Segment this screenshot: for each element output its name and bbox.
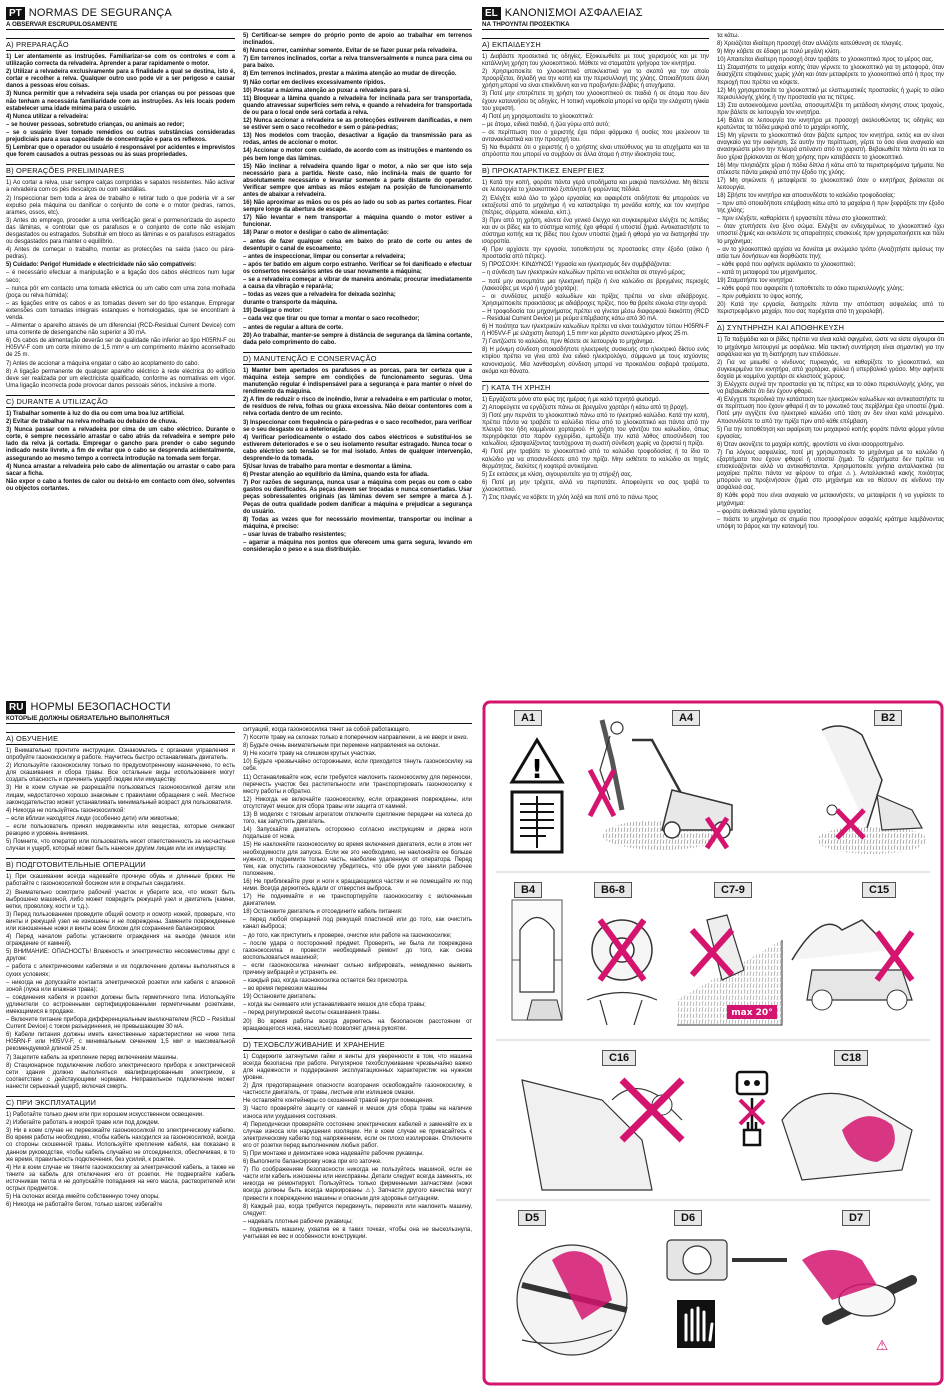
instruction-paragraph: 16) Не приближайте руки и ноги к вращающимся частям и не помещайте их под ними. Всегда держитесь вдали от отверстия выброса.	[243, 878, 472, 892]
instruction-paragraph: 17) Μη σηκώνετε ή μεταφέρετε το χλοοκοπτικό όταν ο κινητήρας βρίσκεται σε λειτουργία.	[717, 177, 944, 191]
instruction-paragraph: 5)Usar luvas de trabalho para montar e desmontar a lâmina.	[243, 464, 412, 471]
instruction-paragraph: 1) При скашивании всегда надевайте прочную обувь и длинные брюки. Не работайте с газонокосилкой босиком или в открытых сандалиях.	[6, 874, 235, 888]
instruction-paragraph: 9) Не косите траву на слишком крутых участках.	[243, 751, 377, 758]
instruction-paragraph: 7) Зацепите кабель за крепление перед включением машины.	[6, 1054, 179, 1061]
section-heading: D) MANUTENÇÃO E CONSERVAÇÃO	[243, 352, 472, 365]
el-column-1	[482, 33, 709, 532]
instruction-paragraph: 16) Não aproximar as mãos ou os pés ao lado ou sob as partes cortantes. Ficar sempre longe da abertura de escape.	[243, 200, 472, 214]
instruction-paragraph: – nunca pôr em contacto uma tomada eléctrica ou um cabo com uma zona molhada (poça ou relva húmida);	[6, 285, 235, 299]
instruction-paragraph: – όταν χτυπήσετε ένα ξένο σώμα. Ελέγξτε αν ενδεχομένως το χλοοκοπτικό έχει υποστεί ζημιές και εκτελέστε τις απαραίτητες επισκευές πριν χρησιμοποιήσετε και πάλι το μηχάνημα;	[717, 224, 944, 245]
instruction-paragraph: 1) Ler atentamente as instruções. Familiarizar-se com os controles e com a utilização correcta da relvadeira. Aprender a parar rapidamente o motor.	[6, 54, 235, 68]
instruction-paragraph: 3) Перед пользованием проведите общий осмотр и осмотр ножей, проверьте, что винты и режущий узел не изношены и не повреждены. Замените поврежденные или изношенные ножи и винты всем блоком для сохранения балансировки.	[6, 911, 235, 932]
instruction-paragraph: – κατά τη μεταφορά του μηχανήματος.	[717, 269, 818, 276]
figure-label-c16: C16	[602, 1050, 636, 1066]
instruction-paragraph: – se o usuário tiver tomado remédios ou outras substâncias consideradas prejudiciais para a sua capacidade de concentração e para os reflexos.	[6, 129, 235, 144]
instruction-paragraph: – é necessário efectuar a manipulação e a ligação dos cabos eléctricos num lugar seco;	[6, 270, 235, 284]
instruction-paragraph: 4) Ни в коем случае не тяните газонокосилку за электрический кабель, а также не тяните за кабель для отключения его от розетки. Не подвергайте кабель источникам тепла и не допускайте попадания на него масла, растворителей или острых предметов.	[6, 1164, 235, 1192]
instruction-paragraph: 1) Εργάζεστε μόνο στο φώς της ημέρας ή με καλό τεχνητό φωτισμό.	[482, 396, 661, 403]
instruction-paragraph: 6) Ποτέ μη μην τρέχετε, αλλά να περπατάτε. Αποφεύγετε να σας τραβά το χλοοκοπτικό.	[482, 479, 709, 493]
figure-label-b4: B4	[514, 882, 542, 898]
instruction-paragraph: 3) Часто проверяйте защиту от камней и мешок для сбора травы на наличие износа или ухудшения состояния.	[243, 1106, 472, 1120]
instruction-paragraph: 8) Η μόνιμη σύνδεση οποιασδήποτε ηλεκτρικής συσκευής στο ηλεκτρικό δίκτυο ενός κτιρίου πρέπει να γίνει από ένα ειδικό ηλεκτρολόγο, σύμφωνα με τους ισχύοντες κανονισμούς. Μία λανθασμένη σύνδεση μπορεί να προκαλέσει σοβαρά τραύματα, ακόμα και θάνατο.	[482, 347, 709, 375]
instruction-paragraph: 2) Внимательно осмотрите рабочий участок и уберите все, что может быть выброшено машиной, либо может повредить режущий узел и двигатель (камни, ветки, проволоку, кости и т.д.).	[6, 889, 235, 910]
instruction-paragraph: 20) Ao trabalhar, manter-se sempre à distância de segurança da lâmina cortante, dada pelo comprimento do cabo.	[243, 332, 472, 346]
instruction-paragraph: 1) Работайте только днем или при хорошем искусственном освещении.	[6, 1112, 204, 1119]
ru-column-2	[243, 727, 472, 1242]
instruction-paragraph: – если газонокосилка начинает сильно вибрировать, немедленно выявить причину вибраций и устранить ее.	[243, 962, 472, 976]
figure-a1	[502, 720, 572, 860]
instruction-paragraph: – agarrar a máquina nos pontos que oferecem uma garra segura, levando em consideração o peso e a sua distribuição.	[243, 540, 472, 554]
instruction-paragraph: 5) Σε εκτάσεις με κλίση, σιγουρευτείτε για τη στήριξή σας.	[482, 471, 633, 478]
instruction-paragraph: 5) ВНИМАНИЕ: ОПАСНОСТЬ! Влажность и электричество несовместимы друг с другом:	[6, 949, 235, 963]
instruction-paragraph: 6) Όταν ακονίζετε το μαχαίρι κοπής, φροντίστε να είναι ισοορροπημένο.	[717, 441, 905, 448]
instruction-paragraph: 17) Не поднимайте и не транспортируйте газонокосилку с включенным двигателем.	[243, 894, 472, 908]
instruction-paragraph: – se houver pessoas, sobretudo crianças, ou animais ao redor;	[6, 121, 185, 128]
instruction-paragraph: 3) Nunca passar com a relvadeira por cima de um cabo eléctrico. Durante o corte, é sempre necessário arrastar o cabo atrás da relvadeira e sempre pelo lado da relva já cortada. Empregar o gancho para prender o cabo segundo indicado neste livrete, a fim de evitar que o cabo se desprenda acidentalmente, assegurando ao mesmo tempo a correcta introdução na tomada sem forçar.	[6, 427, 235, 462]
instruction-paragraph: 14) Βάλτε σε λειτουργία τον κινητήρα με προσοχή ακολουθώντας τις οδηγίες και κρατώντας τα πόδια μακριά από το μαχαίρι κοπής.	[717, 118, 944, 132]
instruction-paragraph: 20) Во время работы всегда держитесь на безопасном расстоянии от вращающегося ножа, насколько позволяет длина рукоятки.	[243, 1018, 472, 1032]
ru-subtitle: КОТОРЫЕ ДОЛЖНЫ ОБЯЗАТЕЛЬНО ВЫПОЛНЯТЬСЯ	[6, 715, 472, 724]
figure-label-c15: C15	[862, 882, 896, 898]
instruction-paragraph: 7) Γαντζώστε το καλώδιο, πριν θέσετε σε λειτουργία το μηχάνημα.	[482, 339, 655, 346]
figure-label-c18: C18	[834, 1050, 868, 1066]
instruction-paragraph: 17) Não levantar e nem transportar a máquina quando o motor estiver a funcionar.	[243, 215, 472, 229]
instruction-paragraph: – после удара о посторонний предмет. Проверить, не была ли повреждена газонокосилка и провести необходимый ремонт до того, как снова воспользоваться машиной;	[243, 940, 472, 961]
el-safety-section	[482, 6, 944, 691]
instruction-paragraph: 2) Για να μειωθεί ο κίνδυνος πυρκαγιάς, να καθαρίζετε το χλοοκοπτικό, και συγκεκριμένα τον κινητήρα, από χορτάρια, φύλλα ή υπερβολικό γράσο. Μην αφήνετε δοχεία με κομμένο χορτάρι σε κλειστούς χώρους.	[717, 359, 944, 380]
ru-column-1	[6, 727, 235, 1242]
instruction-paragraph: 19) Desligar o motor:	[243, 308, 303, 315]
instruction-paragraph: 9) Não cortar em declives excessivamente rípidos.	[243, 79, 386, 86]
instruction-paragraph: 1) Ao cortar a relva, usar sempre calças compridas e sapatos resistentes. Não activar a relvadeira com os pés descalços ou com sandálias.	[6, 180, 235, 194]
instruction-paragraph: 6) Выполните балансировку ножа при его заточке.	[243, 1159, 382, 1166]
instruction-paragraph: 2) Inspeccionar bem toda a área de trabalho e retirar tudo o que poderia vir a ser expulso pela máquina ou danificar o conjunto de corte e o motor (pedras, ramos, arames, ossos, etc).	[6, 195, 235, 216]
instruction-paragraph: 18) Σβήστε τον κινητήρα και αποσυνδέστε το καλώδιο τροφοδοσίας:	[717, 192, 896, 199]
instruction-paragraph: 5) Lembrar que o operador ou usuário é responsável por acidentes e imprevistos que forem causados a outras pessoas ou às suas propriedades.	[6, 145, 235, 159]
figure-label-a1: A1	[514, 710, 542, 726]
instruction-paragraph: – πριν ρυθμίσετε το ύψος κοπής.	[717, 294, 804, 301]
pt-title: NORMAS DE SEGURANÇA	[28, 7, 172, 19]
instruction-paragraph: – перед любой операцией под режущей пластиной или до того, как очистить канал выброса;	[243, 917, 472, 931]
instruction-paragraph: – перед регулировкой высоты скашивания травы.	[243, 1010, 381, 1017]
instruction-paragraph: 11) Bloquear a lâmina quando a relvadeira for inclinada para ser transportada, quando atravessar superfícies sem relva, e quando a relvadeira for transportada de ou para o local onde será cortada a relva.	[243, 95, 472, 116]
figure-label-b2: B2	[874, 710, 902, 726]
instruction-paragraph: 7) Για λόγους ασφαλείας, ποτέ μη χρησιμοποιείτε το μηχάνημα με το καλώδιο ή εξαρτήματα που έχουν φθαρεί ή υποστεί ζημιά. Τα εξαρτήματα δεν πρέπει να επισκευάζονται αλλά να αντικαθίστανται. Χρησιμοποιείτε γνήσια ανταλλακτικά (τα μαχαίρια πρέπει πάντα να φέρουν το σήμα ⚠). Ανταλλακτικά κακής ποιότητας μπορούν να προξενήσουν ζημιά στο μηχάνημα και να θέσουν σε κίνδυνο την ασφάλειά σας.	[717, 449, 944, 492]
instruction-paragraph: 5) Помните, что оператор или пользователь несет ответственность за несчастные случаи и ущерб, который может быть нанесен другим лицам или их имуществу.	[6, 839, 235, 853]
slope-limit-label: max 20°	[731, 1008, 773, 1018]
instruction-paragraph: 14) Accionar o motor com cuidado, de acordo com as instruções e mantendo os pés bem longe das lâminas.	[243, 148, 472, 162]
instruction-paragraph: – надевать плотные рабочие рукавицы;	[243, 1218, 353, 1225]
instruction-paragraph: 4) Antes de começar o trabalho, montar as protecções na saída (saco ou pára-pedras).	[6, 247, 235, 261]
el-language-tag: EL	[482, 7, 501, 20]
instruction-paragraph: Não expor o cabo a fontes de calor ou deixá-lo em contacto com óleo, solventes ou objectos cortantes.	[6, 478, 235, 492]
instruction-paragraph: – todas as vezes que a relvadeira for deixada sozinha;	[243, 292, 396, 299]
instruction-paragraph: – когда вы снимаете или устанавливаете мешок для сбора травы;	[243, 1002, 426, 1009]
instruction-paragraph: – η σύνδεση των ηλεκτρικών καλωδίων πρέπει να εκτελείται σε στεγνό μέρος;	[482, 270, 686, 277]
figure-label-d5: D5	[518, 1210, 546, 1226]
instruction-paragraph: 2) Ελέγξτε καλά όλο το χώρο εργασίας και αφαιρέστε οτιδήποτε θα μπορούσε να εκτοξευτεί από το μηχάνημα ή να καταστρέψει τη μονάδα κοπής και τον κινητήρα (πέτρες, σύρματα, κόκκαλα, κλπ.).	[482, 195, 709, 216]
instruction-paragraph: – cada vez que tirar ou que tornar a montar o saco recolhedor;	[243, 316, 420, 323]
instruction-paragraph: – поднимать машину, ухватив ее в таких точках, чтобы она не выскользнула, учитывая ее вес и особенности конструкции.	[243, 1226, 472, 1240]
instruction-paragraph: 3) Ποτέ μην επιτρέπετε τη χρήση του χλοοκοπτικού σε παιδιά ή σε άτομα που δεν έχουν κατανοήσει τις οδηγίες. Η τοπική νομοθεσία μπορεί να ορίζει την ελάχιστη ηλικία του χειριστή.	[482, 91, 709, 112]
instruction-paragraph: 7) По соображениям безопасности никогда не пользуйтесь машиной, если ее части или кабель изношены или неисправны. Детали следует всегда заменять, их никогда не ремонтируют. Пользуйтесь только фирменными запчастями (ножи всегда должны быть всегда маркированы ⚠). Запчасти другого качества могут привести к повреждению машины и опасным для здоровья ситуациям.	[243, 1167, 472, 1202]
instruction-paragraph: – πριν ελέγξετε, καθαρίσετε ή εργαστείτε πάνω στο χλοοκοπτικό;	[717, 216, 887, 223]
instruction-paragraph: 3) Inspeccionar com frequência o pára-pedras e o saco recolhedor, para verificar se o seu desgaste ou a deterioração.	[243, 419, 472, 433]
instruction-paragraph: 2) Utilizar a relvadeira exclusivamente para a finalidade a qual se destina, isto é, cortar e recolher a relva. Qualquer outro uso pode vir a ser perigoso e causar danos a pessoas e/ou coisas.	[6, 69, 235, 90]
instruction-paragraph: 4) Никогда не пользуйтесь газонокосилкой:	[6, 807, 126, 814]
svg-text:!: !	[531, 755, 543, 785]
instruction-paragraph: 4) Периодически проверяйте состояние электрических кабелей и заменяйте их в случае износа или нарушения изоляции. Ни в коем случае не прикасайтесь к электрическому кабелю под напряжением, если он плохо изолирован. Отключите его от розетки перед выполнением любых работ.	[243, 1121, 472, 1149]
instruction-paragraph: 8) Em terrenos inclinados, prestar a máxima atenção ao mudar de direcção.	[243, 71, 457, 78]
socket-icon	[737, 1072, 767, 1094]
instruction-paragraph: 6) Кабели питания должны иметь качественные характеристики не ниже типа H05RN-F или H05VV-F, с минимальным сечением 1,5 мм² и максимальной рекомендуемой длиной 25 м.	[6, 1032, 235, 1053]
instruction-paragraph: 4) Πριν αρχίσετε την εργασία, τοποθετήστε τις προστασίες στην έξοδο (σάκο ή προστασία από πέτρες).	[482, 247, 709, 261]
pt-subtitle: A OBSERVAR ESCRUPULOSAMENTE	[6, 21, 472, 30]
instruction-paragraph: 3) Πριν από τη χρήση, κάνετε ένα γενικό έλεγχο και συγκεκριμένα ελέγξτε τις λεπίδες και αν οι βίδες και το σύστημα κοπής έχει φθαρεί ή υποστεί ζημιά. Αντικαταστήστε το σύστημα κοπής και τις βίδες που έχουν υποστεί ζημιά ή φθορά για να διατηρηθεί την ισορροπία.	[482, 217, 709, 246]
instruction-paragraph: – Alimentar o aparelho através de um diferencial (RCD-Residual Current Device) com uma corrente de desenganche não superior a 30 mA.	[6, 323, 235, 337]
pt-title-row	[6, 6, 472, 20]
instruction-paragraph: 11) Останавливайте нож, если требуется наклонить газонокосилку для переноски, перечесть участок без растительности или транспортировать газонокосилку к месту работы и обратно.	[243, 774, 472, 795]
instruction-paragraph: 15) Не наклоняйте газонокосилку во время включения двигателя, если в этом нет необходимости для запуска. Если же это необходимо, не наклоняйте ее больше нужного, и поднимите только часть, наиболее удаленную от оператора. Перед тем, как опустить газонокосилку убедитесь, что обе руки уже заняли рабочее положение.	[243, 842, 472, 877]
instruction-paragraph: τα κάτω.	[717, 33, 740, 39]
section-heading: Γ) ΚΑΤΑ ΤΗ ΧΡΗΣΗ	[482, 381, 709, 394]
pt-language-tag: PT	[6, 7, 25, 20]
pt-column-2	[243, 33, 472, 555]
instruction-paragraph: 1) Τα παξιμάδια και οι βίδες πρέπει να είναι καλά σφιγμένα, ώστε να είστε σίγουροι ότι το μηχάνημα λειτουργεί με ασφάλεια. Μία τακτική συντήρηση είναι σημαντική για την ασφάλεια και για τη διατήρηση των επιδόσεων.	[717, 337, 944, 358]
instruction-paragraph: 4) Ποτέ μην τραβάτε το χλοοκοπτικό από το καλώδιο τροφοδοσίας ή το ίδιο το καλώδιο για να αποσυνδέσετε από την πρίζα. Μην εκθέτετε το καλώδιο σε πηγές θερμότητας, διαλύτες ή κοφτερά αντικείμενα.	[482, 449, 709, 470]
instruction-paragraph: 4) Nunca utilizar a relvadeira:	[6, 113, 89, 120]
instruction-paragraph: 19) Σταματήστε τον κινητήρα:	[717, 278, 794, 284]
instruction-paragraph: – αν το χλοοκοπτικό αρχίσει να δονείται με ανώμαλο τρόπο (Αναζητήστε αμέσως την αιτία των δονήσεων και διορθώστε την);	[717, 246, 944, 260]
instruction-paragraph: 13) В моделях с тяговым агрегатом отключите сцепление передачи на колеса до того, как запустить двигатель.	[243, 812, 472, 826]
instruction-paragraph: – antes de regular a altura de corte.	[243, 324, 343, 331]
instruction-paragraph: – usar luvas de trabalho resistentes;	[243, 531, 346, 538]
instruction-paragraph: 10) Απαιτείται ιδιαίτερη προσοχή όταν τραβάτε το χλοοκοπτικό προς το μέρος σας.	[717, 57, 934, 64]
instruction-paragraph: 7) Косите траву на склонах только в поперечном направлении, а не вверх и вниз.	[243, 735, 469, 742]
instruction-paragraph: 4) Verificar periodicamente o estado dos cabos eléctricos e substituí-los se estiverem deteriorados e se o seu isolamento resultar estragado. Nunca tocar o cabo eléctrico sob tensão se for mal isolado. Antes de qualquer intervenção, desprende-lo da tomada.	[243, 434, 472, 462]
instruction-paragraph: – as ligações entre os cabos e as tomadas devem ser do tipo estanque. Empregar extensões com tomadas integrais estanques e homologadas, que se encontram à venda.	[6, 300, 235, 321]
el-column-2	[717, 33, 944, 532]
instruction-paragraph: – никогда не допускайте контакта электрической розетки или кабеля с влажной зоной (лужа или влажная трава);	[6, 979, 235, 993]
instruction-paragraph: – если пользователь принял медикаменты или вещества, которые снижают реакцию и уровень внимания.	[6, 823, 235, 838]
instruction-paragraph: 6) Никогда не работайте бегом, только шагом; избегайте	[6, 1202, 163, 1209]
instruction-paragraph: 6) Η ποιότητα των ηλεκτρικών καλωδίων πρέπει να είναι τουλάχιστον τύπου H05RN-F ή H05VV-F με ελάχιστη διατομή 1,5 mm² και μέγιστο συνιστώμενο μήκος 25 m.	[482, 324, 709, 338]
el-subtitle: ΝΑ ΤΗΡΟΥΝΤΑΙ ΠΡΟΣΕΚΤΙΚΑ	[482, 21, 944, 30]
instruction-paragraph: 12) Nunca accionar a relvadeira se as protecções estiverem danificadas, e nem se estiver sem o saco recolhedor e sem o pára-pedras;	[243, 118, 472, 132]
instruction-paragraph: 14) Запускайте двигатель осторожно согласно инструкциям и держа ноги подальше от ножа.	[243, 827, 472, 841]
instruction-paragraph: durante o transporte da máquina.	[243, 300, 338, 307]
instruction-paragraph: 3) Ποτέ μην περνάτε το χλοοκοπτικό πάνω από το ηλεκτρικό καλώδιο. Κατά την κοπή, πρέπει πάντα να τραβάτε το καλώδιο πίσω από το χλοοκοπτικό και πάντα από την πλευρά του ήδη κομμένου χορταριού. Η χρήση του γάντζου του καλωδίου, όπως περιγράφεται στο παρόν εγχειρίδιο, εμποδίζει την κατά λάθος αποσύνδεση του καλωδίου, εξασφαλίζοντας ταυτόχρονα τη σωστή σύνδεση χωρίς να ζοριστεί η πρίζα.	[482, 412, 709, 448]
section-heading: Δ) ΣΥΝΤΗΡΗΣΗ ΚΑΙ ΑΠΟΘΗΚΕΥΣΗ	[717, 321, 944, 334]
instruction-paragraph: 13) Στα αυτοκινούμενα μοντέλα, αποσυμπλέξτε τη μετάδοση κίνησης στους τροχούς, πριν βάλετε σε λειτουργία τον κινητήρα.	[717, 102, 944, 116]
instruction-paragraph: 4) Ελέγχετε περιοδικά την κατάσταση των ηλεκτρικών καλωδίων και αντικαταστήστε τα σε περίπτωση που έχουν φθαρεί ή αν το μονωτικό τους περίβλημα έχει υποστεί ζημιά. Ποτέ μην αγγίζετε ένα ηλεκτρικό καλώδιο υπό τάση αν δεν είναι καλά μονωμένο. Αποσυνδέστε το από την πρίζα πριν από κάθε επέμβαση.	[717, 397, 944, 425]
instruction-paragraph: 7) Por razões de segurança, nunca usar a máquina com peças ou com o cabo gastos ou danificados. As peças devem ser trocadas e nunca consertadas. Usar peças sobressalentes originais (as lâminas devem ser sempre a marca ⚠). Peças de outra qualidade podem danificar a máquina e prejudicar a segurança do usuário.	[243, 480, 472, 515]
instruction-paragraph: 5) На склонах всегда имейте собственную точку опоры.	[6, 1194, 160, 1201]
instruction-paragraph: – οι συνδέσεις μεταξύ καλωδίων και πρίζας πρέπει να είναι αδιάβροχες. Χρησιμοποιείτε προεκτάσεις με αδιάβροχες πρίζες, που θα βρείτε εύκολα στην αγορά.	[482, 293, 709, 307]
ru-title-row	[6, 700, 472, 714]
pt-column-1	[6, 33, 235, 555]
section-heading: A) ОБУЧЕНИЕ	[6, 732, 235, 745]
instruction-paragraph: 8) Каждый раз, когда требуется передвинуть, перевезти или наклонить машину, следует:	[243, 1203, 472, 1217]
instruction-paragraph: – antes de inspeccionar, limpar ou consertar a relvadeira;	[243, 253, 406, 260]
figure-label-d7: D7	[842, 1210, 870, 1226]
instruction-paragraph: – Включите питание прибора дифференциальным выключателем (RCD – Residual Current Device) с током разъединения, не превышающим 30 мА.	[6, 1017, 235, 1031]
instruction-paragraph: 8) Κάθε φορά που είναι αναγκαίο να μετακινήσετε, να μεταφέρετε ή να γυρίσετε το μηχάνημα:	[717, 493, 944, 507]
section-heading: D) ТЕХОБСЛУЖИВАНИЕ И ХРАНЕНИЕ	[243, 1038, 472, 1051]
ru-safety-section	[6, 700, 472, 1386]
instruction-paragraph: 3) Ни в коем случае не переезжайте газонокосилкой по электрическому кабелю. Во время работы необходимо, чтобы кабель находился за газонокосилкой, всегда со стороны скошенной травы. Используйте крепление кабеля, как показано в данном руководстве, чтобы кабель случайно не отсоединился, обеспечивая, в то же время, правильность подключения, без усилий, к розетке.	[6, 1128, 235, 1163]
instruction-paragraph: ситуаций, когда газонокосилка тянет за собой работающего.	[243, 727, 411, 733]
instruction-paragraph: 7) Em terrenos inclinados, cortar a relva transversalmente e nunca para cima ou para baixo.	[243, 56, 472, 70]
instruction-paragraph: 4) Ποτέ μη χρησιμοποιείτε το χλοοκοπτικό:	[482, 113, 594, 120]
original-part-mark: ⚠	[875, 1338, 889, 1354]
instruction-paragraph: 15) Não inclinar a relvadeira quando ligar o motor, a não ser que isto seja necessário para a partida. Neste caso, não incliná-la mais de quanto for absolutamente necessário e levantar somente a parte distante do operador. Verificar sempre que ambas as mãos estejam na posição de funcionamento antes de abaixar a relvadeira.	[243, 163, 472, 198]
instruction-paragraph: – σε περίπτωση που ο χειριστής έχει πάρει φάρμακα ή ουσίες που μειώνουν τα αντανακλαστικά και την προσοχή του.	[482, 129, 709, 144]
section-heading: C) DURANTE A UTILIZAÇÃO	[6, 395, 235, 408]
instruction-paragraph: – до того, как приступить к проверке, очистке или работе на газонокосилке;	[243, 932, 452, 939]
instruction-paragraph: 9) Μην κόβετε σε έδαφη με πολύ μεγάλη κλίση.	[717, 49, 841, 56]
figure-b4	[512, 900, 562, 1020]
instruction-paragraph: 10) Будьте чрезвычайно осторожными, если приходится тянуть газонокосилку на себя.	[243, 759, 472, 773]
instruction-paragraph: 8) Todas as vezes que for necessário movimentar, transportar ou inclinar a máquina, é preciso:	[243, 516, 472, 530]
instruction-paragraph: 5) ΠΡΟΣΟΧΗ: ΚΙΝΔΥΝΟΣ! Υγρασία και ηλεκτρισμός δεν συμβιβάζονται:	[482, 262, 672, 269]
instruction-paragraph: – ποτέ μην ακουμπάτε μια ηλεκτρική πρίζα ή ένα καλώδιο σε βρεγμένες περιοχές (λακκούβες με νερό ή υγρό χορτάρι);	[482, 278, 709, 292]
instruction-paragraph: 2) Χρησιμοποιείτε το χλοοκοπτικό αποκλειστικά για το σκοπό για τον οποίο προορίζεται, δηλαδή για την κοπή και την περισυλλογή της χλόης. Οποιαδήποτε άλλη χρήση μπορεί να είναι επικίνδυνη και να προξενήσει βλάβες ή ατυχήματα.	[482, 69, 709, 90]
figure-label-c7-9: C7-9	[714, 882, 752, 898]
instruction-paragraph: 13) Nos modelos com tracção, desactivar a ligação da transmissão para as rodas, antes de accionar o motor.	[243, 133, 472, 147]
instruction-paragraph: 3) Ни в коем случае не разрешайте пользоваться газонокосилкой детям или лицам, недостаточно хорошо знакомым с правилами обращения с ней. Местное законодательство может устанавливать минимальный возраст для пользователя.	[6, 785, 235, 806]
instruction-paragraph: – φοράτε ανθεκτικά γάντια εργασίας	[717, 508, 812, 515]
instruction-paragraph: 19) Остановите двигатель:	[243, 994, 317, 1001]
instruction-paragraph: 2) A fim de reduzir o risco de incêndio, livrar a relvadeira e em particular o motor, de resíduos de relva, folhas ou graxa excessiva. Não deixar contentores com a relva cortada dentro de um recinto.	[243, 397, 472, 418]
instruction-paragraph: 2) Для предотвращения опасности возгорания освобождайте газонокосилку, в частности двигатель, от травы, листьев или излишков смазки.	[243, 1083, 472, 1097]
instruction-paragraph: 3) Ελέγχετε συχνά την προστασία για τις πέτρες και το σάκο περισυλλογής χλόης, για να βεβαιωθείτε ότι δεν έχουν φθαρεί.	[717, 382, 944, 396]
instruction-paragraph: 5) Certificar-se sempre do próprio ponto de apoio ao trabalhar em terrenos inclinados.	[243, 33, 472, 47]
instruction-paragraph: 15) Μη γέρνετε το χλοοκοπτικό όταν βάζετε εμπρος τον κινητήρα, εκτός και αν είναι αναγκαίο για την εκκίνηση. Σε αυτήν την περίπτωση, γέρτε το όσο είναι αναγκαίο και ανασηκώστε μόνο την πλευρά απέναντι από το χειριστή. Βεβαιωθείτε πάντα ότι και τα δυο χέρια βρίσκονται σε θέση χρήσης πριν κατεβάσετε το χλοοκοπτικό.	[717, 133, 944, 161]
el-title: ΚΑΝΟΝΙΣΜΟΙ ΑΣΦΑΛΕΙΑΣ	[504, 7, 643, 19]
instruction-paragraph: – каждый раз, когда газонокосилка остается без присмотра.	[243, 978, 409, 985]
instruction-paragraph: 8) Χρειάζεται ιδιαίτερη προσοχή όταν αλλάζετε κατεύθυνση σε πλαγιές.	[717, 41, 903, 48]
instruction-paragraph: 7) Antes de accionar a máquina engatar o cabo ao acoplamento do cabo.	[6, 360, 200, 367]
instruction-paragraph: 18) Остановите двигатель и отсоедините кабель питания:	[243, 909, 403, 916]
section-heading: B) ПОДГОТОВИТЕЛЬНЫЕ ОПЕРАЦИИ	[6, 858, 235, 871]
instruction-paragraph: – με άτομα, ειδικά παιδιά, ή ζώα γύρω από αυτό;	[482, 121, 610, 128]
figure-d5	[517, 1245, 627, 1355]
instruction-paragraph: 6) Os cabos de alimentação deverão ser de qualidade não inferior ao tipo H05RN-F ou H05VV-F com um corte mínimo de 1,5 mm² e um comprimento máximo aconselhado de 25 m.	[6, 338, 235, 359]
instruction-paragraph: 12) Никогда не включайте газонокосилку, если ограждения повреждены, или отсутствует мешок для сбора травы или защита от камней.	[243, 796, 472, 810]
ru-title: НОРМЫ БЕЗОПАСНОСТИ	[30, 701, 171, 713]
instruction-paragraph: 3) Nunca permitir que a relvadeira seja usada por crianças ou por pessoas que não tenham a necessária familiaridade com as instruções. As leis locais podem estabelecer uma idade mínima para o usuário.	[6, 91, 235, 112]
instruction-paragraph: 7) Στις πλαγιές να κόβετε τη χλόη λοξά και ποτέ από το πάνω προς	[482, 494, 658, 501]
instruction-paragraph: 12) Μη χρησιμοποιείτε το χλοοκοπτικό με ελαττωματικές προστασίες ή χωρίς το σάκο περισυλλογής χλόης ή την προστασία για τις πέτρες.	[717, 87, 944, 101]
instruction-paragraph: – se a relvadeira começar a vibrar de maneira anómala; procurar imediatamente a causa da vibração e repará-la;	[243, 277, 472, 291]
figure-label-b6-8: B6-8	[594, 882, 632, 898]
instruction-paragraph: – antes de fazer qualquer coisa em baixo do prato de corte ou antes de desentupir o canal de escoamento;	[243, 238, 472, 252]
instruction-paragraph: – κάθε φορά που αφαιρείτε ή τοποθετείτε το σάκο περισυλλογής χλόης;	[717, 286, 904, 293]
instruction-paragraph: 1) Manter bem apertados os parafusos e as porcas, para ter certeza que a máquina esteja sempre em condições de funcionamento seguras. Uma manutenção regular é indispensável para a segurança e para manter o nível do rendimento da máquina.	[243, 367, 472, 396]
instruction-paragraph: 1) Διαβάστε προσεκτικά τις οδηγίες. Εξοικειωθείτε με τους χειρισμούς και με την κατάλληλη χρήση του χλοοκοπτικού. Μάθετε να σταματάτε γρήγορα τον κινητήρα.	[482, 54, 709, 68]
instruction-paragraph: 6) Prestar atenção ao equilíbrio da lâmina, quando esta for afiada.	[243, 472, 429, 479]
illustration-panel	[482, 700, 944, 1386]
instruction-paragraph: 10) Prestar a máxima atenção ao puxar a relvadeira para si.	[243, 87, 411, 94]
instruction-paragraph: 2) Избегайте работать в мокрой траве или под дождем.	[6, 1120, 160, 1127]
instruction-paragraph: – κάθε φορά που αφήνετε αφύλακτο το χλοοκοπτικό;	[717, 261, 856, 268]
instruction-paragraph: 2) Используйте газонокосилку только по предусмотренному назначению, то есть для скашивания и сбора травы. Все остальные виды использования могут создать опасность и причинить ущерб людям или имуществу.	[6, 763, 235, 784]
section-heading: Α) ΕΚΠΑΙΔΕΥΣΗ	[482, 38, 709, 51]
figure-label-a4: A4	[672, 710, 700, 726]
instruction-paragraph: 1) Κατά την κοπή, φοράτε πάντα γερά υποδήματα και μακριά παντελόνια. Μη θέτετε σε λειτουργία το χλοοκοπτικό ξυπόλητοι ή φορώντας πέδιλα.	[482, 180, 709, 194]
instruction-paragraph: – πριν από οποιαδήποτε επέμβαση κάτω από τα μαχαίρια ή πριν ξεφράξετε την έξοδο της χλόης;	[717, 201, 944, 215]
instruction-paragraph: – если вблизи находятся люди (особенно дети) или животные;	[6, 815, 179, 822]
instruction-paragraph: 20) Κατά την εργασία, διατηρείτε πάντα την απόσταση ασφαλείας από το περιστρεφόμενο μαχαίρι, που σας παρέχεται από τη χειρολαβή.	[717, 302, 944, 316]
pt-safety-section	[6, 6, 472, 691]
instruction-paragraph: Не оставляйте контейнеры со скошенной травой внутри помещения.	[243, 1098, 434, 1105]
instruction-paragraph: 2) Evitar de trabalhar na relva molhada ou debaixo de chuva.	[6, 419, 178, 426]
section-heading: Β) ΠΡΟΚΑΤΑΡΚΤΙΚΕΣ ΕΝΕΡΓΕΙΕΣ	[482, 164, 709, 177]
instruction-paragraph: 8) Будьте очень внимательным при перемене направления на склонах.	[243, 743, 441, 750]
instruction-paragraph: 18) Parar o motor e desligar o cabo de alimentação:	[243, 230, 389, 237]
instruction-paragraph: 1) Содержите затянутыми гайки и винты для уверенности в том, что машина всегда безопасна при работе. Регулярное техобслуживание чрезвычайно важно для надежности и поддержания эксплуатационных характеристик на нужном уровне.	[243, 1053, 472, 1082]
instruction-paragraph: 5) При монтаже и демонтаже ножа надевайте рабочие рукавицы.	[243, 1150, 424, 1157]
instruction-paragraph: 16) Μην πλησιάζετε χέρια ή πόδια δίπλα ή κάτω από τα περιστρεφόμενα τμήματα. Να στέκεστε πάντα μακριά από την έξοδο της χλόης.	[717, 162, 944, 176]
instruction-paragraph: 2) Αποφεύγετε να εργάζεστε πάνω σε βρεγμένο χορτάρι ή κάτω από τη βροχή.	[482, 404, 689, 411]
instruction-paragraph: 5) Για την τοποθέτηση και αφαίρεση του μαχαιριού κοπής φοράτε πάντα φόρμα γάντια εργασίας.	[717, 426, 944, 440]
instruction-paragraph: – работа с электрическими кабелями и их подключение должны выполняться в сухих условиях;	[6, 964, 235, 978]
instruction-paragraph: 8) A ligação permanente de qualquer aparelho eléctrico à rede eléctrica do edifício deve ser realizada por um electricista qualificado, conforme as normativas em vigor. Uma ligação incorrecta pode provocar danos pessoais sérios, inclusive a morte.	[6, 368, 235, 389]
instruction-paragraph: 6) Nunca correr, caminhar somente. Evitar de se fazer puxar pela relvadeira.	[243, 48, 458, 55]
instruction-paragraph: 3) Antes do emprego, proceder a uma verificação geral e pormenorizada do aspecto das lâminas, e controlar que os parafusos e o conjunto de corte não estejam desgastados ou estragados. Substituir em bloco as lâminas e os parafusos estragados ou desgastados para manter o equilíbrio.	[6, 217, 235, 246]
instruction-paragraph: – Η τροφοδοσία του μηχανήματος πρέπει να γίνεται μέσω διαφορικού διακόπτη (RCD – Residual Current Device) με ρεύμα επέμβασης κάτω από 30 mA.	[482, 308, 709, 322]
instruction-paragraph: 4) Nunca arrastar a relvadeira pelo cabo de alimentação ou arrastar o cabo para sacar a ficha.	[6, 463, 235, 477]
instruction-paragraph: – πιάστε το μηχάνημα σε σημεία που προσφέρουν ασφαλές κράτημα λαμβάνοντας υπόψη το βάρος και την κατανομή του.	[717, 516, 944, 530]
instruction-paragraph: 5) Cuidado: Perigo! Humidade e electricidade não são compatíveis:	[6, 262, 197, 269]
illustration-frame	[482, 700, 944, 1386]
section-heading: C) ПРИ ЭКСПЛУАТАЦИИ	[6, 1096, 235, 1109]
instruction-paragraph: – во время перевозки машины	[243, 986, 328, 993]
instruction-paragraph: 8) Стационарное подключение любого электрического прибора к электрической сети здания должно выполняться квалифицированным электриком, в соответствии с действующими нормами. Неправильное подключение может нанести серьезный ущерб, включая смерть.	[6, 1062, 235, 1090]
instruction-paragraph: 1) Trabalhar somente à luz do dia ou com uma boa luz artificial.	[6, 410, 185, 417]
instruction-paragraph: – após ter batido em algum corpo estranho. Verificar se foi danificado e efectuar os consertos necessários antes de usar novamente a máquina;	[243, 261, 472, 275]
section-heading: B) OPERAÇÕES PRELIMINARES	[6, 164, 235, 177]
instruction-paragraph: 1) Внимательно прочтите инструкции. Ознакомьтесь с органами управления и опробуйте газонокосилку в работе. Научитесь быстро останавливать двигатель.	[6, 748, 235, 762]
figure-label-d6: D6	[674, 1210, 702, 1226]
el-title-row	[482, 6, 944, 20]
instruction-paragraph: 4) Перед началом работы установите ограждения на выходе (мешок или ограждение от камней).	[6, 934, 235, 948]
section-heading: A) PREPARAÇÃO	[6, 38, 235, 51]
instruction-paragraph: 11) Σταματήστε το μαχαίρι κοπής όταν γέρνετε το χλοοκοπτικό για τη μεταφορά, όταν διασχίζετε επιφάνειες χωρίς χλόη και όταν μεταφέρετε το χλοοκοπτικό από ή προς την περιοχή που πρέπει να κόψετε.	[717, 65, 944, 86]
instruction-paragraph: 5) Να θυμάστε ότι ο χειριστής ή ο χρήστης είναι υπεύθυνος για τα ατυχήματα και τα απρόοπτα που μπορεί να συμβούν σε άλλα άτομα ή στην ιδιοκτησία τους.	[482, 145, 709, 159]
ru-language-tag: RU	[6, 701, 26, 714]
instruction-paragraph: – соединения кабеля и розетки должны быть герметичного типа. Используйте удлинители со встроенными сертифицированными герметичными розетками, имеющимися в продаже.	[6, 994, 235, 1015]
